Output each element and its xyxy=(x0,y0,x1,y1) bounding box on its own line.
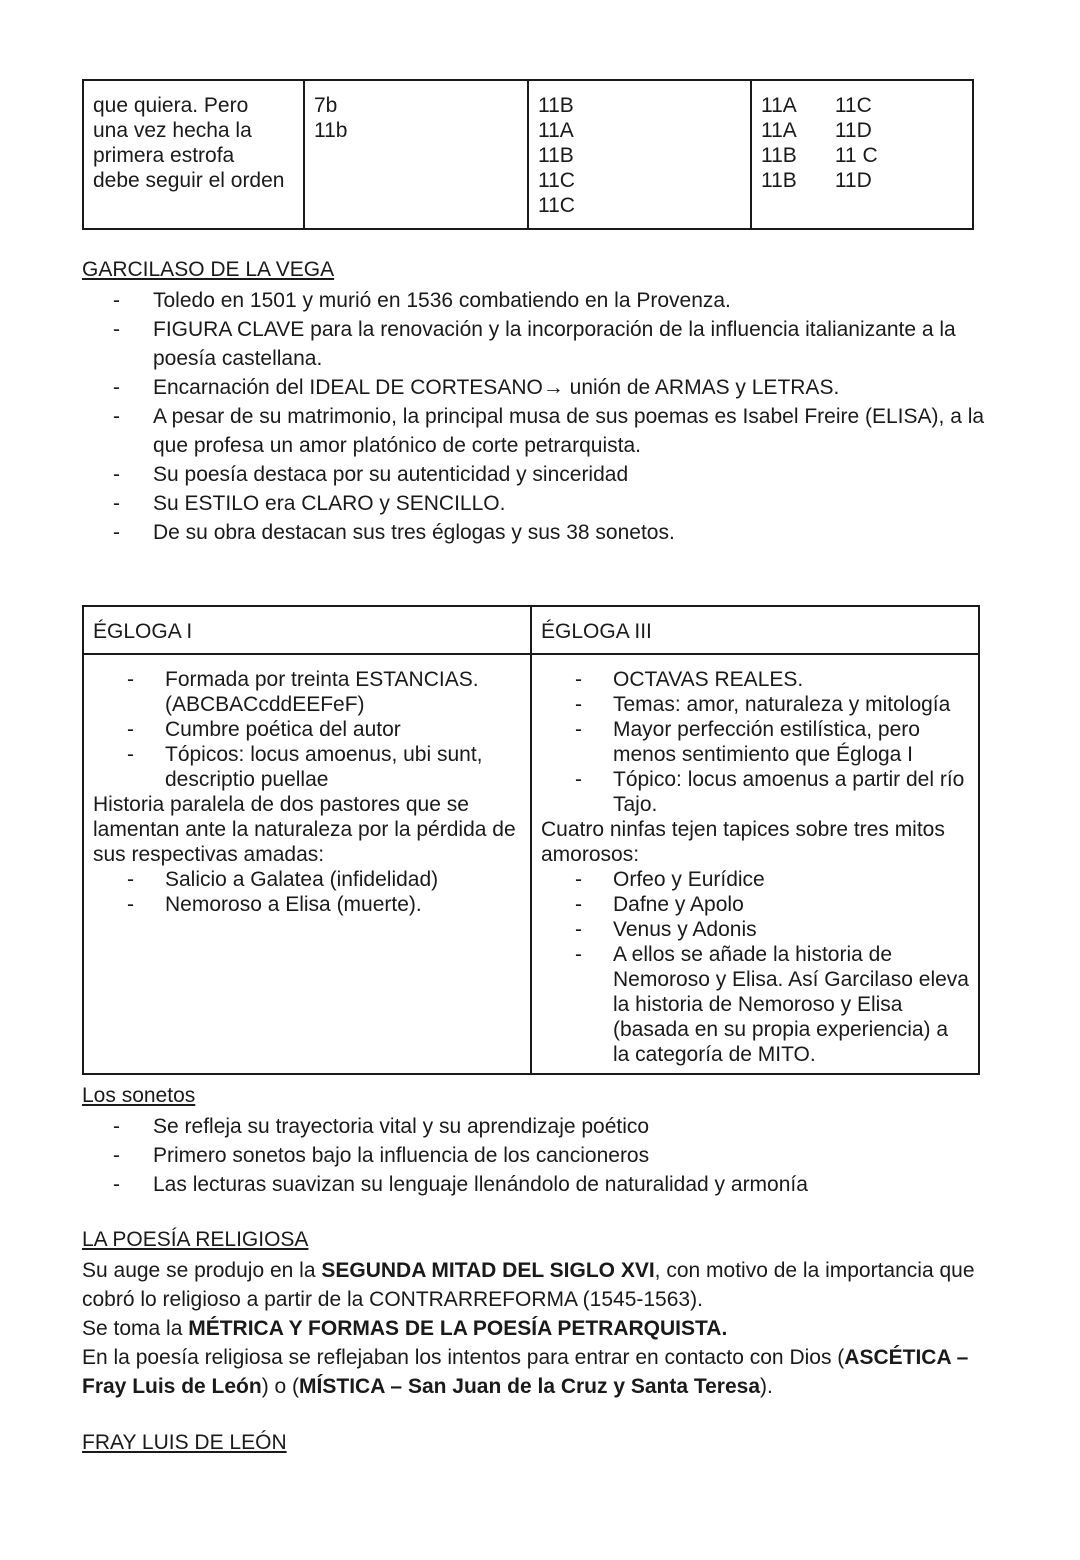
list-item: - Venus y Adonis xyxy=(541,917,969,942)
egloga-1-cell xyxy=(83,654,531,1074)
list-item: - Orfeo y Eurídice xyxy=(541,867,969,892)
cell-line: 11A xyxy=(538,119,574,142)
list-item: - Se refleja su trayectoria vital y su aprendizaje poético xyxy=(113,1112,993,1141)
eglogas-body-row xyxy=(83,654,979,1074)
sonetos-list xyxy=(113,1112,993,1199)
cell-line: 11b xyxy=(314,119,348,142)
eglogas-table xyxy=(82,605,980,1075)
cell-line: 11A xyxy=(761,94,797,117)
cell-line: 7b xyxy=(314,94,338,117)
cell-line: 11C xyxy=(538,169,575,192)
egloga-3-list-2 xyxy=(541,867,969,1067)
egloga-1-paragraph: Historia paralela de dos pastores que se lamentan ante la naturaleza por la pérdida de sus respectivas amadas: xyxy=(93,793,516,866)
cell-line: 11C xyxy=(538,194,575,217)
religiosa-body xyxy=(82,1256,1002,1401)
egloga-3-cell xyxy=(531,654,979,1074)
rhyme-cell-description xyxy=(83,80,304,229)
list-item: - Su ESTILO era CLARO y SENCILLO. xyxy=(113,489,993,518)
cell-line: 11D xyxy=(834,119,872,142)
bold-text: SEGUNDA MITAD DEL SIGLO XVI xyxy=(321,1259,655,1282)
list-item: - Cumbre poética del autor xyxy=(93,717,521,742)
text-run: ) o ( xyxy=(261,1375,300,1398)
bold-text: MÍSTICA – San Juan de la Cruz y Santa Teresa xyxy=(299,1375,761,1398)
religiosa-paragraph-3 xyxy=(82,1343,1002,1401)
text-run: En la poesía religiosa se reflejaban los intentos para entrar en contacto con Dios ( xyxy=(82,1346,845,1369)
cell-line: 11C xyxy=(834,94,872,117)
list-item: - A pesar de su matrimonio, la principal musa de sus poemas es Isabel Freire (ELISA), a la que profesa un amor platónico de corte petrarquista. xyxy=(113,402,993,460)
garcilaso-list xyxy=(113,286,993,547)
cell-line: 11B xyxy=(761,169,797,192)
egloga-1-heading: ÉGLOGA I xyxy=(83,606,531,654)
cell-line: 11A xyxy=(761,119,797,142)
bold-text: ASCÉTICA – Fray Luis de León xyxy=(82,1346,969,1398)
cell-line: 11D xyxy=(834,169,872,192)
sonetos-heading: Los sonetos xyxy=(82,1084,196,1107)
egloga-1-list-2 xyxy=(93,867,521,917)
list-item: - Temas: amor, naturaleza y mitología xyxy=(541,692,969,717)
fray-luis-heading: FRAY LUIS DE LEÓN xyxy=(82,1431,287,1454)
list-item: - Salicio a Galatea (infidelidad) xyxy=(93,867,521,892)
religiosa-paragraph-1 xyxy=(82,1256,1002,1314)
rhyme-cell-lines-7b xyxy=(304,80,528,229)
list-item: - Tópicos: locus amoenus, ubi sunt, descriptio puellae xyxy=(93,742,521,792)
list-item: - A ellos se añade la historia de Nemoroso y Elisa. Así Garcilaso eleva la historia de Nemoroso y Elisa (basada en su propia experiencia) a la categoría de MITO. xyxy=(541,942,969,1067)
list-item: - Nemoroso a Elisa (muerte). xyxy=(93,892,521,917)
scheme-column-a xyxy=(761,93,797,193)
rhyme-table-row xyxy=(83,80,973,229)
eglogas-header-row xyxy=(83,606,979,654)
cell-line: que quiera. Pero xyxy=(93,94,249,117)
garcilaso-heading: GARCILASO DE LA VEGA xyxy=(82,258,335,281)
rhyme-cell-scheme-1 xyxy=(528,80,751,229)
list-item: - Encarnación del IDEAL DE CORTESANO→ unión de ARMAS y LETRAS. xyxy=(113,373,993,402)
list-item: - Su poesía destaca por su autenticidad y sinceridad xyxy=(113,460,993,489)
egloga-1-list xyxy=(93,667,521,792)
text-run: ). xyxy=(760,1375,773,1398)
egloga-3-list xyxy=(541,667,969,817)
egloga-3-paragraph: Cuatro ninfas tejen tapices sobre tres mitos amorosos: xyxy=(541,818,945,866)
list-item: - Mayor perfección estilística, pero menos sentimiento que Égloga I xyxy=(541,717,969,767)
list-item: - OCTAVAS REALES. xyxy=(541,667,969,692)
list-item: - Dafne y Apolo xyxy=(541,892,969,917)
list-item: - Formada por treinta ESTANCIAS. (ABCBACcddEEFeF) xyxy=(93,667,521,717)
cell-line: 11B xyxy=(538,94,574,117)
list-item: - Tópico: locus amoenus a partir del río Tajo. xyxy=(541,767,969,817)
list-item: - Las lecturas suavizan su lenguaje llenándolo de naturalidad y armonía xyxy=(113,1170,993,1199)
text-run: Su auge se produjo en la xyxy=(82,1259,322,1282)
religiosa-paragraph-2 xyxy=(82,1314,1002,1343)
rhyme-table xyxy=(82,79,974,230)
list-item: - Toledo en 1501 y murió en 1536 combatiendo en la Provenza. xyxy=(113,286,993,315)
list-item: - FIGURA CLAVE para la renovación y la incorporación de la influencia italianizante a la poesía castellana. xyxy=(113,315,993,373)
egloga-3-heading: ÉGLOGA III xyxy=(531,606,979,654)
cell-line: primera estrofa xyxy=(93,144,235,167)
bold-text: MÉTRICA Y FORMAS DE LA POESÍA PETRARQUISTA. xyxy=(188,1317,728,1340)
cell-line: una vez hecha la xyxy=(93,119,252,142)
religiosa-heading: LA POESÍA RELIGIOSA xyxy=(82,1228,309,1251)
scheme-column-b xyxy=(835,93,878,193)
cell-line: debe seguir el orden xyxy=(93,169,285,192)
cell-line: 11B xyxy=(761,144,797,167)
cell-line: 11B xyxy=(538,144,574,167)
text-run: , con motivo de la importancia que cobró lo religioso a partir de la CONTRARREFORMA (1545-1563). xyxy=(82,1259,975,1311)
list-item: - De su obra destacan sus tres églogas y sus 38 sonetos. xyxy=(113,518,993,547)
list-item: - Primero sonetos bajo la influencia de los cancioneros xyxy=(113,1141,993,1170)
cell-line: 11 C xyxy=(834,144,878,167)
text-run: Se toma la xyxy=(82,1317,189,1340)
rhyme-cell-scheme-2 xyxy=(751,80,973,229)
